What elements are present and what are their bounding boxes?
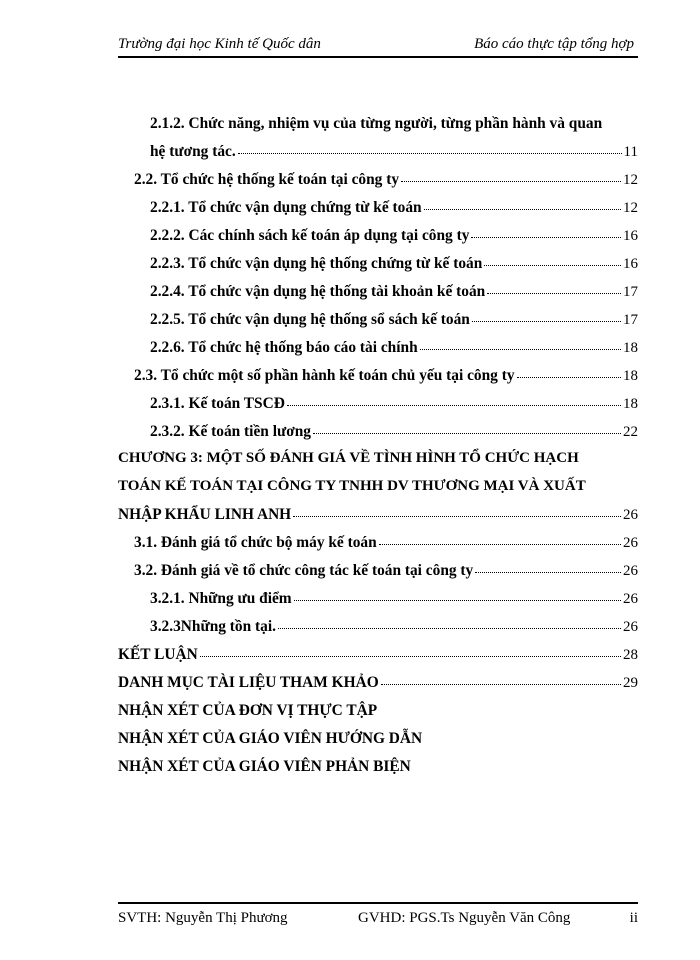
footer-advisor: GVHD: PGS.Ts Nguyễn Văn Công: [358, 910, 571, 926]
toc-entry-2-1-2: 2.1.2. Chức năng, nhiệm vụ của từng người, từng phần hành và quan: [150, 115, 603, 132]
toc-chapter-3: NHẬP KHẨU LINH ANH 26: [118, 506, 638, 523]
page-footer: [118, 902, 638, 934]
header-school: Trường đại học Kinh tế Quốc dân: [118, 36, 321, 52]
toc-entry-3-2-1: 3.2.1. Những ưu điểm 26: [150, 590, 638, 607]
toc-entry-2-2-5: 2.2.5. Tổ chức vận dụng hệ thống sổ sách kế toán 17: [150, 311, 638, 328]
toc-entry-2-2-6: 2.2.6. Tổ chức hệ thống báo cáo tài chính 18: [150, 339, 638, 356]
toc-references: DANH MỤC TÀI LIỆU THAM KHẢO 29: [118, 674, 638, 691]
toc-reviewer-comments: NHẬN XÉT CỦA GIÁO VIÊN PHẢN BIỆN: [118, 758, 411, 775]
toc-entry-3-1: 3.1. Đánh giá tổ chức bộ máy kế toán 26: [134, 534, 638, 551]
toc-entry-2-2-1: 2.2.1. Tổ chức vận dụng chứng từ kế toán 12: [150, 199, 638, 216]
toc-entry-3-2-3: 3.2.3Những tồn tại. 26: [150, 618, 638, 635]
toc-entry-2-2-3: 2.2.3. Tổ chức vận dụng hệ thống chứng từ kế toán 16: [150, 255, 638, 272]
toc-conclusion: KẾT LUẬN 28: [118, 646, 638, 663]
page-header: [118, 34, 638, 58]
toc-entry-2-2-4: 2.2.4. Tổ chức vận dụng hệ thống tài khoản kế toán 17: [150, 283, 638, 300]
toc-entry-2-3-1: 2.3.1. Kế toán TSCĐ 18: [150, 395, 638, 412]
toc-internship-unit-comments: NHẬN XÉT CỦA ĐƠN VỊ THỰC TẬP: [118, 702, 378, 719]
toc-entry-3-2: 3.2. Đánh giá về tổ chức công tác kế toán tại công ty 26: [134, 562, 638, 579]
toc-chapter-3-line1: CHƯƠNG 3: MỘT SỐ ĐÁNH GIÁ VỀ TÌNH HÌNH TỔ CHỨC HẠCH: [118, 450, 579, 466]
header-report-title: Báo cáo thực tập tổng hợp: [474, 36, 634, 52]
toc-entry-2-3: 2.3. Tổ chức một số phần hành kế toán chủ yếu tại công ty 18: [134, 367, 638, 384]
toc-entry-2-3-2: 2.3.2. Kế toán tiền lương 22: [150, 423, 638, 440]
toc-advisor-comments: NHẬN XÉT CỦA GIÁO VIÊN HƯỚNG DẪN: [118, 730, 423, 747]
toc-chapter-3-line2: TOÁN KẾ TOÁN TẠI CÔNG TY TNHH DV THƯƠNG MẠI VÀ XUẤT: [118, 478, 586, 494]
toc-entry-2-2: 2.2. Tổ chức hệ thống kế toán tại công ty 12: [134, 171, 638, 188]
toc-entry-2-2-2: 2.2.2. Các chính sách kế toán áp dụng tại công ty 16: [150, 227, 638, 244]
footer-student: SVTH: Nguyễn Thị Phương: [118, 910, 288, 926]
toc-entry-2-1-2-cont: hệ tương tác. 11: [150, 143, 638, 160]
footer-page-number: ii: [629, 910, 638, 926]
